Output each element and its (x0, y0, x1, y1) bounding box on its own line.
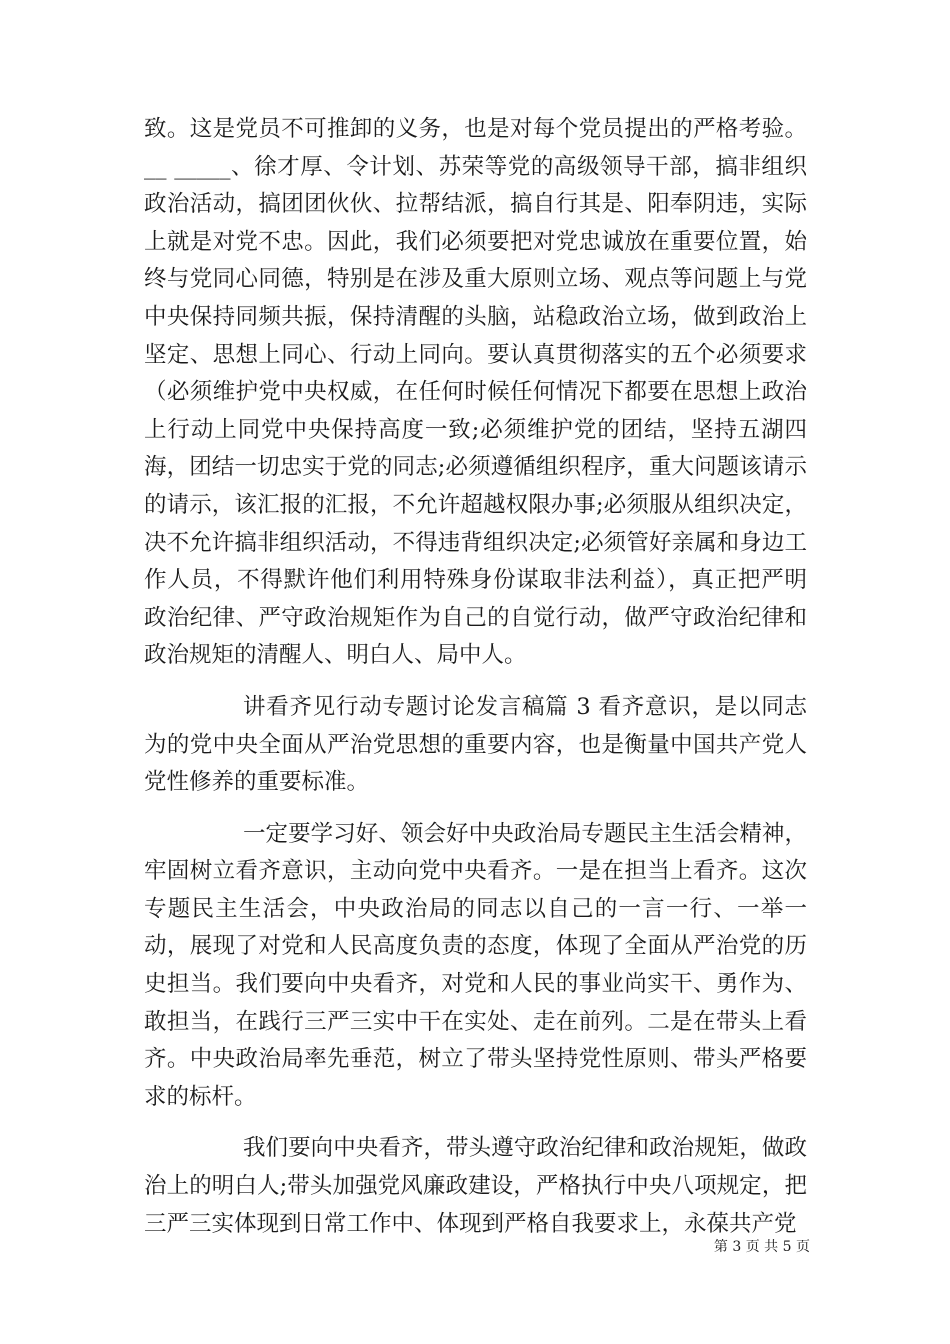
document-body (144, 111, 807, 1243)
paragraph-4: 我们要向中央看齐，带头遵守政治纪律和政治规矩，做政治上的明白人;带头加强党风廉政建设，严格执行中央八项规定，把三严三实体现到日常工作中、体现到严格自我要求上，永葆共产党 (144, 1135, 807, 1237)
page-number-footer: 第 3 页 共 5 页 (713, 1239, 810, 1255)
paragraph-3: 一定要学习好、领会好中央政治局专题民主生活会精神，牢固树立看齐意识，主动向党中央看齐。一是在担当上看齐。这次专题民主生活会，中央政治局的同志以自己的一言一行、一举一动，展现了对党和人民高度负责的态度，体现了全面从严治党的历史担当。我们要向中央看齐，对党和人民的事业尚实干、勇作为、敢担当，在践行三严三实中干在实处、走在前列。二是在带头上看齐。中央政治局率先垂范，树立了带头坚持党性原则、带头严格要求的标杆。 (144, 820, 807, 1110)
paragraph-1: 致。这是党员不可推卸的义务，也是对每个党员提出的严格考验。__ _____、徐才厚、令计划、苏荣等党的高级领导干部，搞非组织政治活动，搞团团伙伙、拉帮结派，搞自行其是、阳奉阴违，实际上就是对党不忠。因此，我们必须要把对党忠诚放在重要位置，始终与党同心同德，特别是在涉及重大原则立场、观点等问题上与党中央保持同频共振，保持清醒的头脑，站稳政治立场，做到政治上坚定、思想上同心、行动上同向。要认真贯彻落实的五个必须要求（必须维护党中央权威，在任何时候任何情况下都要在思想上政治上行动上同党中央保持高度一致;必须维护党的团结，坚持五湖四海，团结一切忠实于党的同志;必须遵循组织程序，重大问题该请示的请示，该汇报的汇报，不允许超越权限办事;必须服从组织决定，决不允许搞非组织活动，不得违背组织决定;必须管好亲属和身边工作人员，不得默许他们利用特殊身份谋取非法利益），真正把严明政治纪律、严守政治规矩作为自己的自觉行动，做严守政治纪律和政治规矩的清醒人、明白人、局中人。 (144, 116, 807, 669)
paragraph-2: 讲看齐见行动专题讨论发言稿篇 3 看齐意识，是以同志为的党中央全面从严治党思想的重要内容，也是衡量中国共产党人党性修养的重要标准。 (144, 693, 807, 796)
